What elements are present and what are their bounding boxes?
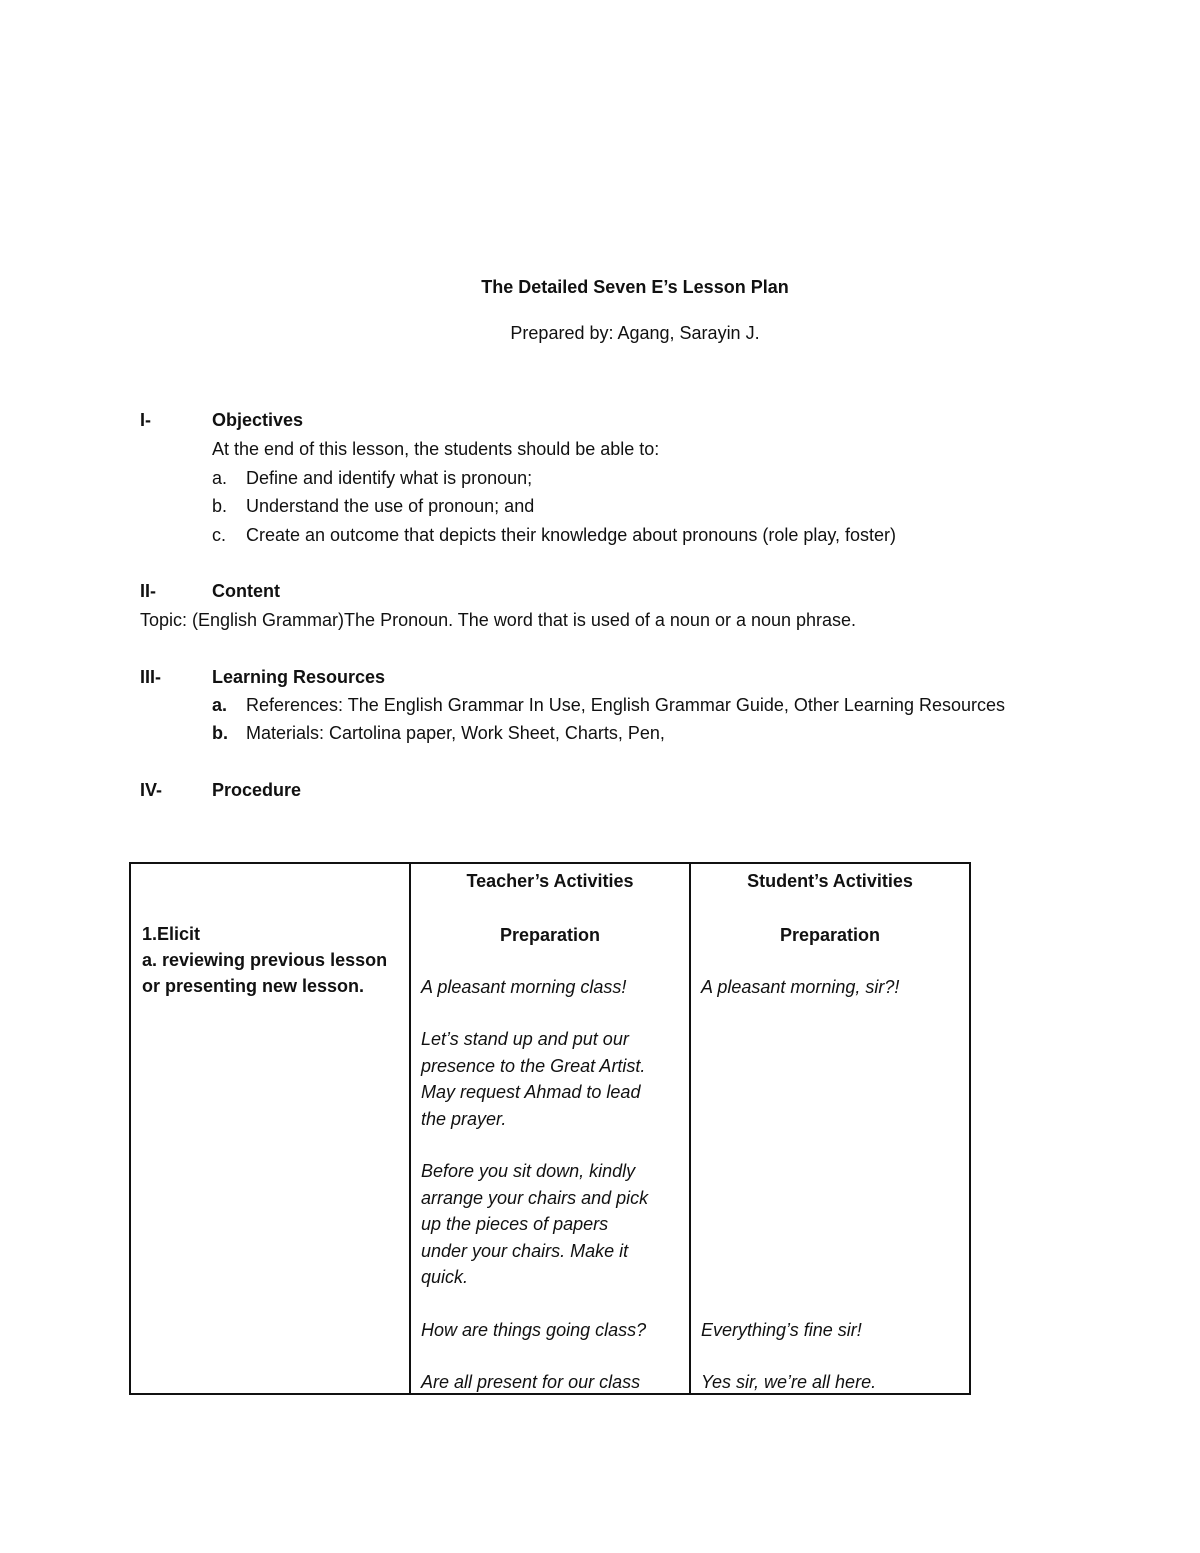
teacher-line: the prayer. bbox=[421, 1109, 507, 1129]
teacher-line: quick. bbox=[421, 1267, 469, 1287]
student-line: Everything’s fine sir! bbox=[701, 1320, 862, 1340]
teacher-line: presence to the Great Artist. bbox=[421, 1056, 646, 1076]
stage-cell bbox=[130, 863, 410, 1394]
student-line: Yes sir, we’re all here. bbox=[701, 1372, 877, 1392]
student-activities-cell bbox=[690, 863, 970, 1394]
elicit-line: or presenting new lesson. bbox=[142, 976, 365, 996]
teacher-line: arrange your chairs and pick bbox=[421, 1188, 649, 1208]
document-title: The Detailed Seven E’s Lesson Plan bbox=[481, 277, 789, 297]
table-row bbox=[130, 863, 970, 1394]
teacher-line: A pleasant morning class! bbox=[421, 977, 627, 997]
student-activities-header: Student’s Activities bbox=[747, 871, 913, 891]
student-preparation-label: Preparation bbox=[779, 925, 881, 945]
section-number: I- bbox=[140, 410, 151, 430]
objectives-intro: At the end of this lesson, the students should be able to: bbox=[212, 439, 660, 459]
teacher-activities-cell bbox=[410, 863, 690, 1394]
list-text: References: The English Grammar In Use, English Grammar Guide, Other Learning Resources bbox=[246, 695, 1005, 715]
prepared-by: Prepared by: Agang, Sarayin J. bbox=[510, 323, 760, 343]
list-letter: c. bbox=[212, 525, 227, 545]
teacher-line: How are things going class? bbox=[421, 1320, 647, 1340]
section-heading: Procedure bbox=[212, 780, 302, 800]
teacher-line: up the pieces of papers bbox=[421, 1214, 609, 1234]
student-line: A pleasant morning, sir?! bbox=[701, 977, 900, 997]
elicit-label bbox=[142, 921, 403, 999]
list-text: Define and identify what is pronoun; bbox=[246, 468, 533, 488]
elicit-line: 1.Elicit bbox=[142, 924, 201, 944]
section-heading: Learning Resources bbox=[212, 667, 386, 687]
list-text: Materials: Cartolina paper, Work Sheet, Charts, Pen, bbox=[246, 723, 665, 743]
section-heading: Objectives bbox=[212, 410, 304, 430]
elicit-line: a. reviewing previous lesson bbox=[142, 950, 388, 970]
list-letter: b. bbox=[212, 723, 228, 743]
section-number: II- bbox=[140, 581, 156, 601]
teacher-line: May request Ahmad to lead bbox=[421, 1082, 641, 1102]
list-letter: a. bbox=[212, 468, 228, 488]
content-topic: Topic: (English Grammar)The Pronoun. The word that is used of a noun or a noun phrase. bbox=[140, 610, 857, 630]
list-letter: b. bbox=[212, 496, 228, 516]
list-text: Create an outcome that depicts their knowledge about pronouns (role play, foster) bbox=[246, 525, 897, 545]
teacher-activities-header: Teacher’s Activities bbox=[466, 871, 634, 891]
teacher-line: under your chairs. Make it bbox=[421, 1241, 629, 1261]
section-heading: Content bbox=[212, 581, 280, 601]
section-number: III- bbox=[140, 667, 161, 687]
teacher-line: Before you sit down, kindly bbox=[421, 1161, 636, 1181]
section-number: IV- bbox=[140, 780, 163, 800]
teacher-line: Let’s stand up and put our bbox=[421, 1029, 629, 1049]
procedure-table bbox=[129, 862, 971, 1395]
list-text: Understand the use of pronoun; and bbox=[246, 496, 535, 516]
list-letter: a. bbox=[212, 695, 228, 715]
teacher-line: Are all present for our class bbox=[421, 1372, 641, 1392]
teacher-preparation-label: Preparation bbox=[499, 925, 601, 945]
